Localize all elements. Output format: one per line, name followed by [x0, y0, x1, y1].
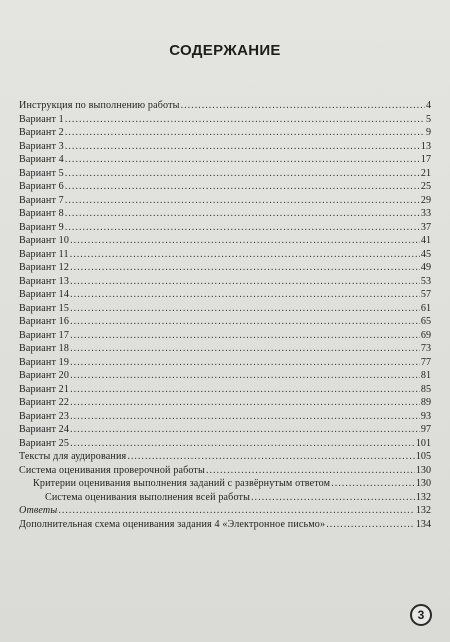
- toc-entry-label: Вариант 16: [19, 316, 70, 327]
- toc-entry-label: Вариант 25: [19, 437, 70, 449]
- toc-entry-page: 101: [415, 437, 431, 449]
- toc-entry-page: 89: [420, 397, 431, 408]
- toc-entry-variant-3: [19, 140, 431, 154]
- toc-entry-variant-19: [19, 356, 431, 370]
- toc-entry-variant-13: [19, 275, 431, 289]
- toc-entry-page: 57: [420, 289, 431, 300]
- toc-entry-label: Вариант 15: [19, 302, 70, 314]
- toc-entry-page: 13: [420, 140, 431, 152]
- toc-entry-page: 25: [420, 181, 431, 192]
- toc-entry-label: Вариант 22: [19, 397, 70, 408]
- toc-entry-label: Инструкция по выполнению работы: [19, 100, 180, 111]
- toc-entry-page: 130: [415, 464, 431, 476]
- toc-entry-page: 81: [420, 370, 431, 381]
- toc-entry-variant-12: [19, 261, 431, 275]
- toc-entry-label: Вариант 21: [19, 383, 70, 395]
- toc-entry-page: 5: [425, 113, 431, 125]
- toc-entry-additional-scheme: [19, 518, 431, 532]
- toc-entry-variant-7: [19, 194, 431, 208]
- toc-entry-label: Вариант 8: [19, 208, 64, 219]
- toc-entry-label: Вариант 12: [19, 262, 70, 273]
- toc-entry-variant-22: [19, 396, 431, 410]
- toc-entry-page: 85: [420, 383, 431, 395]
- toc-entry-label: Вариант 10: [19, 235, 70, 246]
- toc-entry-page: 132: [415, 491, 431, 503]
- toc-entry-label: Вариант 17: [19, 329, 70, 341]
- toc-entry-label: Тексты для аудирования: [19, 451, 127, 462]
- toc-entry-whole-work-assessment: [19, 491, 431, 505]
- toc-entry-assessment-system: [19, 464, 431, 478]
- toc-entry-variant-6: [19, 180, 431, 194]
- toc-entry-criteria: [19, 477, 431, 491]
- toc-entry-page: 105: [415, 451, 431, 462]
- toc-entry-page: 29: [420, 194, 431, 206]
- table-of-contents: [19, 99, 431, 531]
- toc-entry-label: Дополнительная схема оценивания задания 4 «Электронное письмо»: [19, 518, 326, 530]
- toc-entry-variant-2: [19, 126, 431, 140]
- toc-entry-variant-16: [19, 315, 431, 329]
- toc-entry-page: 61: [420, 302, 431, 314]
- toc-entry-variant-23: [19, 410, 431, 424]
- toc-entry-page: 93: [420, 410, 431, 422]
- toc-entry-page: 49: [420, 262, 431, 273]
- toc-entry-variant-20: [19, 369, 431, 383]
- toc-entry-page: 53: [420, 275, 431, 287]
- toc-entry-label: Вариант 11: [19, 248, 69, 260]
- toc-entry-variant-4: [19, 153, 431, 167]
- toc-entry-label: Вариант 5: [19, 167, 64, 179]
- toc-entry-label: Вариант 14: [19, 289, 70, 300]
- toc-entry-page: 37: [420, 221, 431, 233]
- toc-entry-page: 132: [415, 505, 431, 516]
- toc-entry-listening-texts: [19, 450, 431, 464]
- toc-entry-variant-11: [19, 248, 431, 262]
- toc-entry-label: Вариант 20: [19, 370, 70, 381]
- toc-entry-label: Вариант 6: [19, 181, 64, 192]
- toc-entry-page: 21: [420, 167, 431, 179]
- toc-entry-variant-24: [19, 423, 431, 437]
- toc-entry-page: 69: [420, 329, 431, 341]
- toc-entry-label: Вариант 9: [19, 221, 64, 233]
- toc-entry-page: 97: [420, 424, 431, 435]
- toc-entry-page: 45: [420, 248, 431, 260]
- toc-entry-page: 77: [420, 356, 431, 368]
- toc-entry-label: Вариант 3: [19, 140, 64, 152]
- toc-entry-label: Система оценивания проверочной работы: [19, 464, 205, 476]
- toc-entry-page: 9: [425, 127, 431, 138]
- toc-entry-variant-9: [19, 221, 431, 235]
- toc-entry-label: Вариант 13: [19, 275, 70, 287]
- toc-entry-variant-1: [19, 113, 431, 127]
- toc-entry-variant-8: [19, 207, 431, 221]
- toc-entry-label: Вариант 2: [19, 127, 64, 138]
- toc-entry-page: 41: [420, 235, 431, 246]
- toc-entry-label: Вариант 1: [19, 113, 64, 125]
- toc-entry-variant-5: [19, 167, 431, 181]
- toc-entry-label: Система оценивания выполнения всей работы: [45, 491, 251, 503]
- toc-entry-page: 4: [425, 100, 431, 111]
- toc-entry-variant-25: [19, 437, 431, 451]
- toc-entry-page: 130: [415, 478, 431, 489]
- toc-entry-page: 73: [420, 343, 431, 354]
- toc-entry-label: Ответы: [19, 505, 58, 516]
- toc-entry-label: Критерии оценивания выполнения заданий с развёрнутым ответом: [33, 478, 331, 489]
- toc-entry-variant-17: [19, 329, 431, 343]
- toc-entry-label: Вариант 19: [19, 356, 70, 368]
- toc-entry-variant-21: [19, 383, 431, 397]
- toc-entry-page: 17: [420, 154, 431, 165]
- toc-entry-label: Вариант 24: [19, 424, 70, 435]
- toc-entry-page: 33: [420, 208, 431, 219]
- toc-entry-page: 134: [415, 518, 431, 530]
- toc-entry-label: Вариант 7: [19, 194, 64, 206]
- toc-entry-answers: [19, 504, 431, 518]
- page-number-badge: 3: [410, 604, 432, 626]
- toc-entry-instructions: [19, 99, 431, 113]
- toc-entry-variant-10: [19, 234, 431, 248]
- toc-entry-variant-18: [19, 342, 431, 356]
- toc-entry-label: Вариант 23: [19, 410, 70, 422]
- page-title: СОДЕРЖАНИЕ: [169, 42, 281, 59]
- toc-entry-label: Вариант 4: [19, 154, 64, 165]
- toc-entry-variant-14: [19, 288, 431, 302]
- toc-entry-label: Вариант 18: [19, 343, 70, 354]
- toc-entry-page: 65: [420, 316, 431, 327]
- toc-entry-variant-15: [19, 302, 431, 316]
